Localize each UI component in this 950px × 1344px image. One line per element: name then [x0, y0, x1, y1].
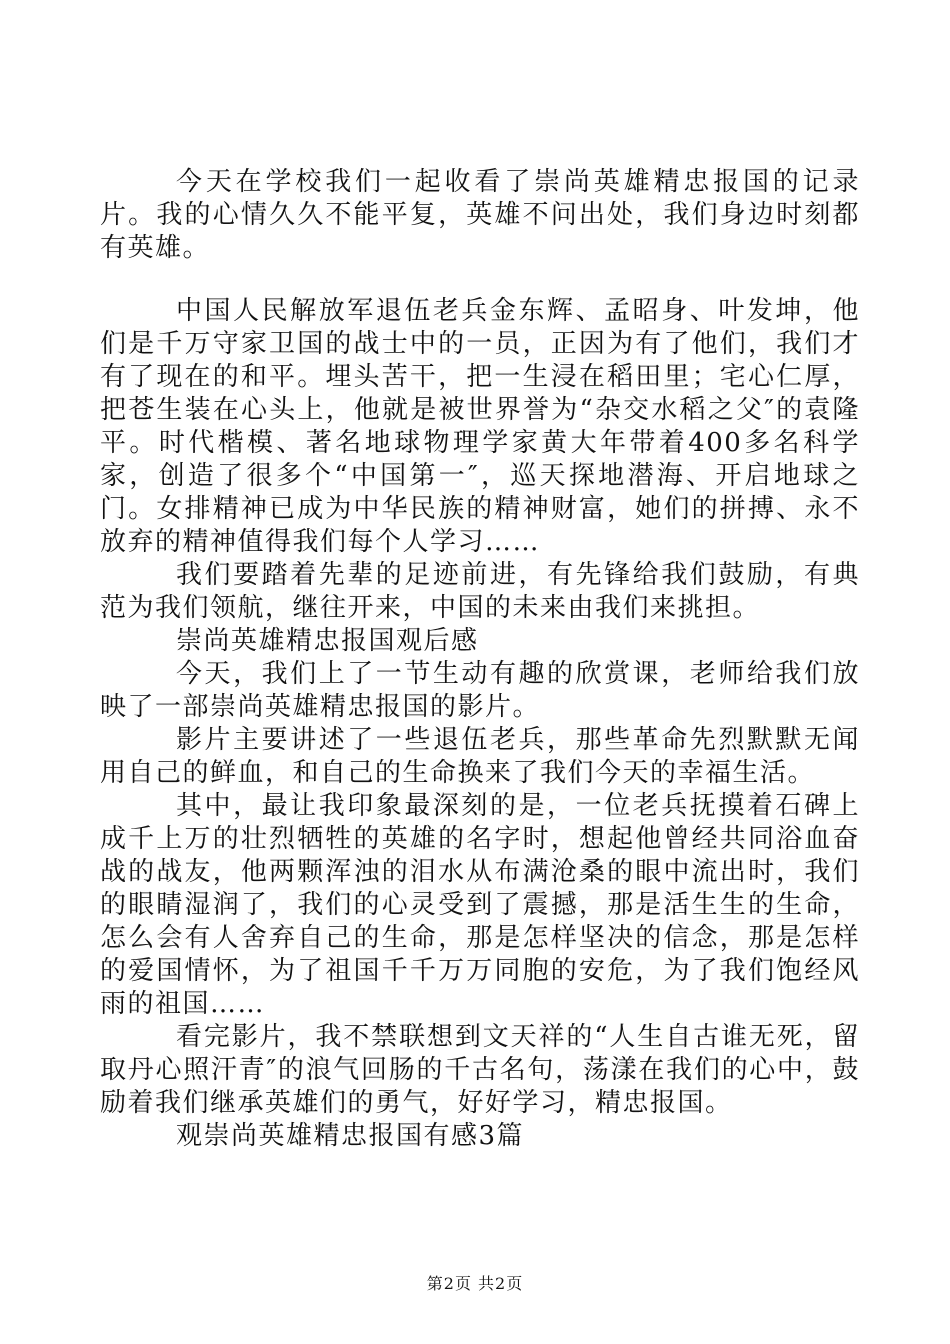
paragraph-follow-footsteps: 我们要踏着先辈的足迹前进，有先锋给我们鼓励，有典范为我们领航，继往开来，中国的未来由我们来挑担。 [100, 560, 860, 623]
page-number-footer: 第2页 共2页 [426, 1274, 524, 1293]
paragraph-appreciation-class: 今天，我们上了一节生动有趣的欣赏课，老师给我们放映了一部崇尚英雄精忠报国的影片。 [100, 659, 860, 722]
section-title-three-essays: 观崇尚英雄精忠报国有感3篇 [176, 1121, 525, 1151]
paragraph-heroes: 中国人民解放军退伍老兵金东辉、孟昭身、叶发坤，他们是千万守家卫国的战士中的一员，正因为有了他们，我们才有了现在的和平。埋头苦干，把一生浸在稻田里；宅心仁厚，把苍生装在心头上，他就是被世界誉为“杂交水稻之父″的袁隆平。时代楷模、著名地球物理学家黄大年带着400多名科学家，创造了很多个“中国第一″，巡天探地潜海、开启地球之门。女排精神已成为中华民族的精神财富，她们的拼搏、永不放弃的精神值得我们每个人学习…… [100, 296, 860, 557]
paragraph-veteran-memory: 其中，最让我印象最深刻的是，一位老兵抚摸着石碑上成千上万的壮烈牺牲的英雄的名字时，想起他曾经共同浴血奋战的战友，他两颗浑浊的泪水从布满沧桑的眼中流出时，我们的眼睛湿润了，我们的心灵受到了震撼，那是活生生的生命，怎么会有人舍弃自己的生命，那是怎样坚决的信念，那是怎样的爱国情怀，为了祖国千千万万同胞的安危，为了我们饱经风雨的祖国…… [100, 791, 860, 1019]
paragraph-intro: 今天在学校我们一起收看了崇尚英雄精忠报国的记录片。我的心情久久不能平复，英雄不问出处，我们身边时刻都有英雄。 [100, 167, 860, 263]
section-title-reflection: 崇尚英雄精忠报国观后感 [176, 626, 479, 656]
document-body [100, 166, 860, 1153]
paragraph-wen-tianxiang: 看完影片，我不禁联想到文天祥的“人生自古谁无死，留取丹心照汗青″的浪气回肠的千古名句，荡漾在我们的心中，鼓励着我们继承英雄们的勇气，好好学习，精忠报国。 [100, 1022, 860, 1118]
paragraph-film-summary: 影片主要讲述了一些退伍老兵，那些革命先烈默默无闻用自己的鲜血，和自己的生命换来了我们今天的幸福生活。 [100, 725, 860, 788]
